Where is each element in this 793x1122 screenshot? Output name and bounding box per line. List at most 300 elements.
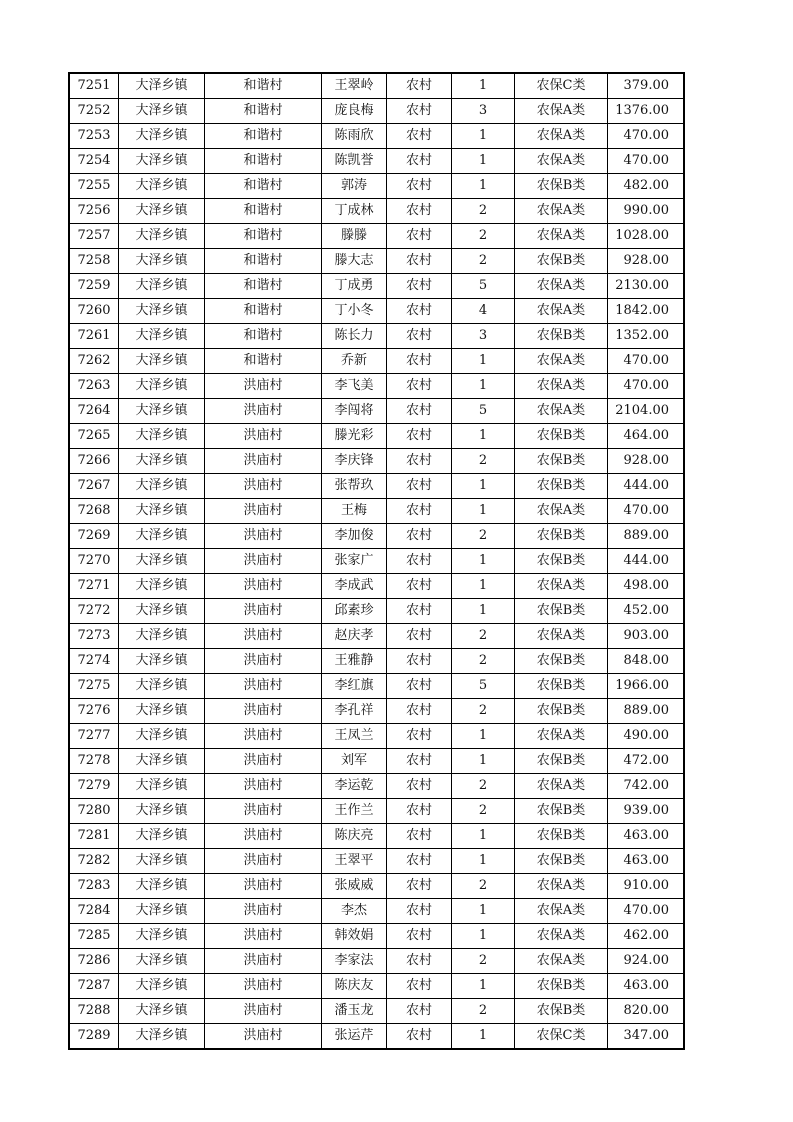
township-text: 大泽乡镇 xyxy=(135,503,188,518)
household-type-text: 农村 xyxy=(405,278,432,293)
cell-amount xyxy=(608,73,685,99)
cell-township xyxy=(119,874,205,899)
row-number-text: 7252 xyxy=(77,103,111,118)
row-number-text: 7254 xyxy=(77,153,111,168)
village-text: 洪庙村 xyxy=(243,853,283,868)
cell-amount xyxy=(608,174,685,199)
table-row xyxy=(69,399,684,424)
cell-insurance-category xyxy=(515,149,608,174)
cell-member-count xyxy=(452,1024,515,1050)
amount-text: 470.00 xyxy=(623,378,669,393)
cell-village xyxy=(205,73,322,99)
person-name-text: 李加俊 xyxy=(334,528,374,543)
person-name-text: 陈庆友 xyxy=(334,978,374,993)
row-number-text: 7282 xyxy=(77,853,111,868)
household-type-text: 农村 xyxy=(405,853,432,868)
member-count-text: 1 xyxy=(478,503,488,518)
insurance-category-text: 农保B类 xyxy=(536,803,586,818)
table-body xyxy=(69,73,684,1049)
cell-insurance-category xyxy=(515,799,608,824)
cell-household-type xyxy=(387,349,452,374)
amount-text: 1842.00 xyxy=(615,303,669,318)
village-text: 洪庙村 xyxy=(243,1003,283,1018)
cell-township xyxy=(119,749,205,774)
cell-household-type xyxy=(387,599,452,624)
insurance-category-text: 农保B类 xyxy=(536,478,586,493)
amount-text: 490.00 xyxy=(623,728,669,743)
village-text: 洪庙村 xyxy=(243,378,283,393)
village-text: 洪庙村 xyxy=(243,528,283,543)
table-row xyxy=(69,849,684,874)
household-type-text: 农村 xyxy=(405,253,432,268)
village-text: 和谐村 xyxy=(243,278,283,293)
member-count-text: 2 xyxy=(478,953,488,968)
amount-text: 379.00 xyxy=(623,78,669,93)
cell-insurance-category xyxy=(515,399,608,424)
row-number-text: 7259 xyxy=(77,278,111,293)
cell-insurance-category xyxy=(515,199,608,224)
row-number-text: 7265 xyxy=(77,428,111,443)
amount-text: 1966.00 xyxy=(615,678,669,693)
row-number-text: 7281 xyxy=(77,828,111,843)
household-type-text: 农村 xyxy=(405,553,432,568)
cell-township xyxy=(119,999,205,1024)
village-text: 和谐村 xyxy=(243,303,283,318)
cell-row-number xyxy=(69,99,119,124)
village-text: 洪庙村 xyxy=(243,803,283,818)
insurance-category-text: 农保A类 xyxy=(536,928,586,943)
amount-text: 472.00 xyxy=(623,753,669,768)
amount-text: 928.00 xyxy=(623,453,669,468)
cell-insurance-category xyxy=(515,774,608,799)
cell-village xyxy=(205,299,322,324)
cell-row-number xyxy=(69,999,119,1024)
cell-person-name xyxy=(322,424,387,449)
cell-row-number xyxy=(69,224,119,249)
cell-member-count xyxy=(452,324,515,349)
person-name-text: 滕滕 xyxy=(340,228,367,243)
township-text: 大泽乡镇 xyxy=(135,653,188,668)
cell-amount xyxy=(608,749,685,774)
member-count-text: 1 xyxy=(478,603,488,618)
amount-text: 463.00 xyxy=(623,853,669,868)
cell-village xyxy=(205,249,322,274)
cell-row-number xyxy=(69,749,119,774)
table-row xyxy=(69,224,684,249)
cell-household-type xyxy=(387,374,452,399)
cell-row-number xyxy=(69,824,119,849)
cell-amount xyxy=(608,949,685,974)
township-text: 大泽乡镇 xyxy=(135,253,188,268)
member-count-text: 1 xyxy=(478,928,488,943)
cell-township xyxy=(119,199,205,224)
row-number-text: 7279 xyxy=(77,778,111,793)
cell-amount xyxy=(608,149,685,174)
insurance-category-text: 农保B类 xyxy=(536,703,586,718)
insurance-category-text: 农保A类 xyxy=(536,903,586,918)
table-row xyxy=(69,374,684,399)
household-type-text: 农村 xyxy=(405,353,432,368)
row-number-text: 7261 xyxy=(77,328,111,343)
village-text: 和谐村 xyxy=(243,253,283,268)
person-name-text: 王凤兰 xyxy=(334,728,374,743)
cell-row-number xyxy=(69,574,119,599)
member-count-text: 2 xyxy=(478,628,488,643)
amount-text: 924.00 xyxy=(623,953,669,968)
cell-village xyxy=(205,799,322,824)
insurance-category-text: 农保A类 xyxy=(536,403,586,418)
cell-household-type xyxy=(387,249,452,274)
cell-household-type xyxy=(387,524,452,549)
row-number-text: 7263 xyxy=(77,378,111,393)
cell-insurance-category xyxy=(515,749,608,774)
amount-text: 498.00 xyxy=(623,578,669,593)
village-text: 洪庙村 xyxy=(243,678,283,693)
member-count-text: 2 xyxy=(478,1003,488,1018)
cell-village xyxy=(205,674,322,699)
cell-amount xyxy=(608,874,685,899)
cell-township xyxy=(119,299,205,324)
cell-member-count xyxy=(452,724,515,749)
township-text: 大泽乡镇 xyxy=(135,703,188,718)
cell-household-type xyxy=(387,149,452,174)
household-type-text: 农村 xyxy=(405,903,432,918)
amount-text: 462.00 xyxy=(623,928,669,943)
cell-member-count xyxy=(452,599,515,624)
cell-township xyxy=(119,799,205,824)
cell-amount xyxy=(608,924,685,949)
row-number-text: 7287 xyxy=(77,978,111,993)
cell-township xyxy=(119,149,205,174)
village-text: 和谐村 xyxy=(243,128,283,143)
cell-member-count xyxy=(452,124,515,149)
cell-member-count xyxy=(452,824,515,849)
cell-village xyxy=(205,999,322,1024)
cell-row-number xyxy=(69,699,119,724)
table-row xyxy=(69,1024,684,1050)
table-row xyxy=(69,474,684,499)
cell-insurance-category xyxy=(515,374,608,399)
cell-household-type xyxy=(387,124,452,149)
township-text: 大泽乡镇 xyxy=(135,78,188,93)
cell-village xyxy=(205,774,322,799)
cell-amount xyxy=(608,699,685,724)
cell-village xyxy=(205,449,322,474)
village-text: 洪庙村 xyxy=(243,903,283,918)
person-name-text: 王梅 xyxy=(340,503,367,518)
person-name-text: 陈长力 xyxy=(334,328,374,343)
cell-member-count xyxy=(452,799,515,824)
cell-village xyxy=(205,849,322,874)
cell-amount xyxy=(608,324,685,349)
cell-insurance-category xyxy=(515,299,608,324)
household-type-text: 农村 xyxy=(405,778,432,793)
cell-person-name xyxy=(322,724,387,749)
cell-village xyxy=(205,374,322,399)
cell-village xyxy=(205,949,322,974)
person-name-text: 邱素珍 xyxy=(334,603,374,618)
township-text: 大泽乡镇 xyxy=(135,303,188,318)
cell-township xyxy=(119,574,205,599)
person-name-text: 陈庆亮 xyxy=(334,828,374,843)
cell-member-count xyxy=(452,749,515,774)
cell-insurance-category xyxy=(515,324,608,349)
household-type-text: 农村 xyxy=(405,328,432,343)
cell-insurance-category xyxy=(515,474,608,499)
cell-member-count xyxy=(452,274,515,299)
cell-amount xyxy=(608,224,685,249)
cell-household-type xyxy=(387,674,452,699)
cell-insurance-category xyxy=(515,599,608,624)
person-name-text: 丁成勇 xyxy=(334,278,374,293)
member-count-text: 2 xyxy=(478,653,488,668)
cell-household-type xyxy=(387,949,452,974)
cell-member-count xyxy=(452,449,515,474)
cell-amount xyxy=(608,599,685,624)
cell-row-number xyxy=(69,849,119,874)
table-row xyxy=(69,424,684,449)
row-number-text: 7280 xyxy=(77,803,111,818)
member-count-text: 1 xyxy=(478,853,488,868)
cell-village xyxy=(205,899,322,924)
village-text: 洪庙村 xyxy=(243,728,283,743)
cell-household-type xyxy=(387,474,452,499)
cell-township xyxy=(119,324,205,349)
cell-person-name xyxy=(322,399,387,424)
cell-person-name xyxy=(322,299,387,324)
cell-township xyxy=(119,649,205,674)
insurance-category-text: 农保B类 xyxy=(536,253,586,268)
cell-insurance-category xyxy=(515,73,608,99)
cell-member-count xyxy=(452,199,515,224)
cell-household-type xyxy=(387,624,452,649)
insurance-category-text: 农保A类 xyxy=(536,153,586,168)
cell-person-name xyxy=(322,449,387,474)
member-count-text: 1 xyxy=(478,728,488,743)
cell-member-count xyxy=(452,624,515,649)
person-name-text: 李闯将 xyxy=(334,403,374,418)
cell-person-name xyxy=(322,174,387,199)
amount-text: 1028.00 xyxy=(615,228,669,243)
cell-person-name xyxy=(322,949,387,974)
cell-person-name xyxy=(322,999,387,1024)
cell-village xyxy=(205,174,322,199)
cell-row-number xyxy=(69,149,119,174)
cell-household-type xyxy=(387,274,452,299)
person-name-text: 乔新 xyxy=(340,353,367,368)
cell-row-number xyxy=(69,924,119,949)
person-name-text: 李庆锋 xyxy=(334,453,374,468)
cell-row-number xyxy=(69,949,119,974)
cell-insurance-category xyxy=(515,174,608,199)
cell-person-name xyxy=(322,749,387,774)
cell-person-name xyxy=(322,974,387,999)
household-type-text: 农村 xyxy=(405,1028,432,1043)
table-row xyxy=(69,299,684,324)
village-text: 洪庙村 xyxy=(243,403,283,418)
cell-member-count xyxy=(452,99,515,124)
amount-text: 903.00 xyxy=(623,628,669,643)
township-text: 大泽乡镇 xyxy=(135,378,188,393)
insurance-category-text: 农保A类 xyxy=(536,778,586,793)
table-row xyxy=(69,199,684,224)
cell-member-count xyxy=(452,299,515,324)
insurance-category-text: 农保A类 xyxy=(536,378,586,393)
cell-amount xyxy=(608,724,685,749)
insurance-category-text: 农保A类 xyxy=(536,103,586,118)
cell-insurance-category xyxy=(515,699,608,724)
row-number-text: 7273 xyxy=(77,628,111,643)
township-text: 大泽乡镇 xyxy=(135,878,188,893)
cell-village xyxy=(205,649,322,674)
member-count-text: 2 xyxy=(478,778,488,793)
member-count-text: 1 xyxy=(478,1028,488,1043)
cell-row-number xyxy=(69,374,119,399)
cell-village xyxy=(205,99,322,124)
cell-insurance-category xyxy=(515,1024,608,1050)
household-type-text: 农村 xyxy=(405,603,432,618)
cell-township xyxy=(119,224,205,249)
cell-township xyxy=(119,99,205,124)
village-text: 和谐村 xyxy=(243,103,283,118)
cell-insurance-category xyxy=(515,249,608,274)
village-text: 和谐村 xyxy=(243,228,283,243)
cell-member-count xyxy=(452,974,515,999)
cell-person-name xyxy=(322,649,387,674)
cell-person-name xyxy=(322,549,387,574)
township-text: 大泽乡镇 xyxy=(135,128,188,143)
cell-township xyxy=(119,724,205,749)
cell-row-number xyxy=(69,774,119,799)
township-text: 大泽乡镇 xyxy=(135,203,188,218)
household-type-text: 农村 xyxy=(405,678,432,693)
cell-amount xyxy=(608,624,685,649)
row-number-text: 7257 xyxy=(77,228,111,243)
cell-household-type xyxy=(387,199,452,224)
township-text: 大泽乡镇 xyxy=(135,453,188,468)
cell-household-type xyxy=(387,774,452,799)
amount-text: 452.00 xyxy=(623,603,669,618)
row-number-text: 7285 xyxy=(77,928,111,943)
amount-text: 444.00 xyxy=(623,553,669,568)
household-type-text: 农村 xyxy=(405,653,432,668)
household-type-text: 农村 xyxy=(405,153,432,168)
cell-amount xyxy=(608,824,685,849)
township-text: 大泽乡镇 xyxy=(135,903,188,918)
cell-person-name xyxy=(322,199,387,224)
cell-household-type xyxy=(387,574,452,599)
member-count-text: 2 xyxy=(478,253,488,268)
member-count-text: 5 xyxy=(478,403,488,418)
cell-insurance-category xyxy=(515,649,608,674)
village-text: 洪庙村 xyxy=(243,878,283,893)
member-count-text: 4 xyxy=(478,303,488,318)
cell-township xyxy=(119,699,205,724)
cell-village xyxy=(205,424,322,449)
person-name-text: 庞良梅 xyxy=(334,103,374,118)
household-type-text: 农村 xyxy=(405,78,432,93)
township-text: 大泽乡镇 xyxy=(135,628,188,643)
cell-amount xyxy=(608,474,685,499)
row-number-text: 7289 xyxy=(77,1028,111,1043)
person-name-text: 王翠平 xyxy=(334,853,374,868)
village-text: 和谐村 xyxy=(243,178,283,193)
cell-member-count xyxy=(452,374,515,399)
table-row xyxy=(69,524,684,549)
cell-amount xyxy=(608,549,685,574)
household-type-text: 农村 xyxy=(405,528,432,543)
household-type-text: 农村 xyxy=(405,628,432,643)
village-text: 洪庙村 xyxy=(243,653,283,668)
member-count-text: 1 xyxy=(478,428,488,443)
insurance-category-text: 农保A类 xyxy=(536,628,586,643)
cell-row-number xyxy=(69,73,119,99)
cell-household-type xyxy=(387,649,452,674)
insurance-category-text: 农保B类 xyxy=(536,678,586,693)
township-text: 大泽乡镇 xyxy=(135,278,188,293)
cell-village xyxy=(205,224,322,249)
amount-text: 470.00 xyxy=(623,153,669,168)
village-text: 洪庙村 xyxy=(243,703,283,718)
cell-row-number xyxy=(69,274,119,299)
cell-person-name xyxy=(322,324,387,349)
table-row xyxy=(69,599,684,624)
village-text: 洪庙村 xyxy=(243,778,283,793)
cell-person-name xyxy=(322,73,387,99)
township-text: 大泽乡镇 xyxy=(135,328,188,343)
cell-township xyxy=(119,73,205,99)
household-type-text: 农村 xyxy=(405,803,432,818)
member-count-text: 1 xyxy=(478,578,488,593)
cell-row-number xyxy=(69,499,119,524)
row-number-text: 7276 xyxy=(77,703,111,718)
cell-township xyxy=(119,849,205,874)
cell-member-count xyxy=(452,349,515,374)
township-text: 大泽乡镇 xyxy=(135,928,188,943)
household-type-text: 农村 xyxy=(405,578,432,593)
household-type-text: 农村 xyxy=(405,228,432,243)
insurance-category-text: 农保B类 xyxy=(536,328,586,343)
cell-insurance-category xyxy=(515,624,608,649)
member-count-text: 2 xyxy=(478,453,488,468)
township-text: 大泽乡镇 xyxy=(135,353,188,368)
cell-row-number xyxy=(69,599,119,624)
cell-insurance-category xyxy=(515,224,608,249)
cell-row-number xyxy=(69,324,119,349)
village-text: 和谐村 xyxy=(243,328,283,343)
village-text: 洪庙村 xyxy=(243,478,283,493)
cell-member-count xyxy=(452,674,515,699)
household-type-text: 农村 xyxy=(405,203,432,218)
table-row xyxy=(69,774,684,799)
member-count-text: 1 xyxy=(478,753,488,768)
cell-village xyxy=(205,549,322,574)
cell-amount xyxy=(608,649,685,674)
cell-member-count xyxy=(452,549,515,574)
amount-text: 1376.00 xyxy=(615,103,669,118)
row-number-text: 7271 xyxy=(77,578,111,593)
cell-village xyxy=(205,1024,322,1050)
insurance-category-text: 农保A类 xyxy=(536,278,586,293)
table-row xyxy=(69,674,684,699)
insurance-category-text: 农保C类 xyxy=(536,1028,586,1043)
village-text: 洪庙村 xyxy=(243,978,283,993)
cell-row-number xyxy=(69,624,119,649)
township-text: 大泽乡镇 xyxy=(135,978,188,993)
cell-row-number xyxy=(69,674,119,699)
township-text: 大泽乡镇 xyxy=(135,153,188,168)
cell-row-number xyxy=(69,724,119,749)
